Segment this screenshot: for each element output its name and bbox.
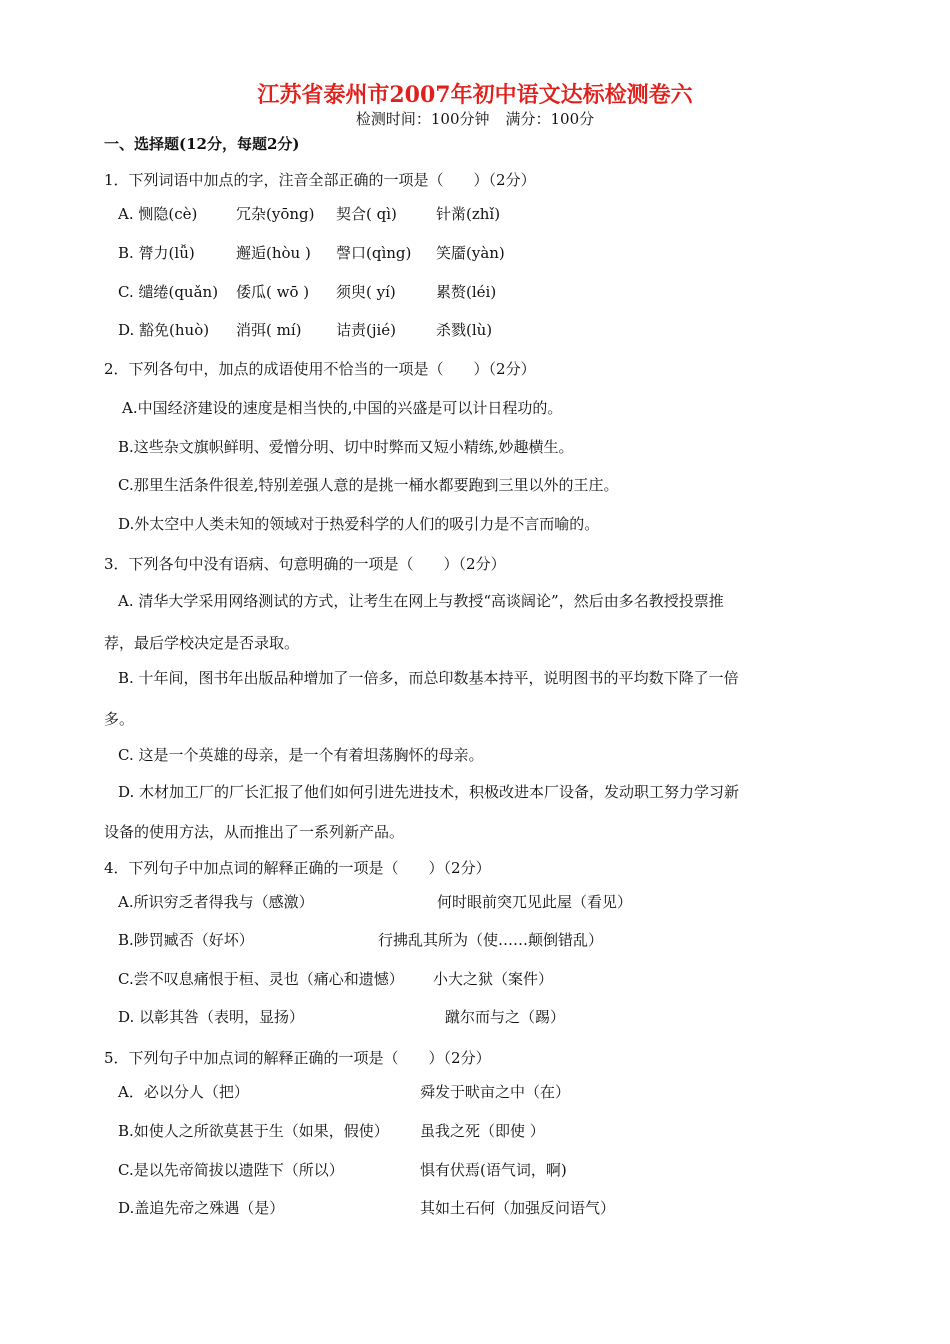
option-right: 惧有伏焉(语气词，啊) [420, 1161, 567, 1179]
option-cell: 诘责(jié) [336, 321, 397, 339]
option-left: B.如使人之所欲莫甚于生（如果，假使） [118, 1122, 389, 1140]
exam-score: 满分：100分 [505, 110, 595, 128]
option-cell: D. 豁免(huò) [118, 321, 210, 339]
question-3-option-b-cont: 多。 [104, 710, 135, 728]
option-left: C.尝不叹息痛恨于桓、灵也（痛心和遗憾） [118, 970, 404, 988]
exam-title: 江苏省泰州市2007年初中语文达标检测卷六 [257, 82, 693, 108]
exam-time: 检测时间：100分钟 [355, 110, 490, 128]
option-left: D. 以彰其咎（表明，显扬） [118, 1008, 305, 1026]
question-5-stem: 5．下列句子中加点词的解释正确的一项是（ ）（2分） [104, 1049, 491, 1067]
question-3-option-d: D. 木材加工厂的厂长汇报了他们如何引进先进技术，积极改进本厂设备，发动职工努力学习新 [118, 783, 740, 801]
question-3-option-c: C. 这是一个英雄的母亲，是一个有着坦荡胸怀的母亲。 [118, 746, 484, 764]
option-right: 蹴尔而与之（踢） [445, 1008, 566, 1026]
question-2-stem: 2．下列各句中，加点的成语使用不恰当的一项是（ ）（2分） [104, 360, 536, 378]
option-cell: 倭瓜( wō ) [236, 283, 310, 301]
question-3-option-d-cont: 设备的使用方法，从而推出了一系列新产品。 [104, 823, 405, 841]
option-cell: B. 膂力(lǚ) [118, 244, 195, 262]
option-cell: A. 恻隐(cè) [118, 205, 198, 223]
option-cell: 笑靥(yàn) [436, 244, 505, 262]
option-cell: 消弭( mí) [236, 321, 302, 339]
option-cell: 须臾( yí) [336, 283, 396, 301]
option-right: 行拂乱其所为（使……颠倒错乱） [378, 931, 604, 949]
question-2-option-c: C.那里生活条件很差,特别差强人意的是挑一桶水都要跑到三里以外的王庄。 [118, 476, 619, 494]
question-3-stem: 3．下列各句中没有语病、句意明确的一项是（ ）（2分） [104, 555, 506, 573]
question-2-option-a: A.中国经济建设的速度是相当快的,中国的兴盛是可以计日程功的。 [122, 399, 563, 417]
option-left: A.所识穷乏者得我与（感激） [118, 893, 314, 911]
option-cell: 謦口(qìng) [336, 244, 412, 262]
option-right: 舜发于畎亩之中（在） [420, 1083, 571, 1101]
section-heading: 一、选择题(12分，每题2分) [104, 135, 300, 153]
question-3-option-a-cont: 荐，最后学校决定是否录取。 [104, 634, 300, 652]
option-cell: 杀戮(lù) [436, 321, 493, 339]
option-right: 虽我之死（即使 ） [420, 1122, 545, 1140]
option-cell: C. 缱绻(quǎn) [118, 283, 219, 301]
option-cell: 契合( qì) [336, 205, 397, 223]
option-cell: 累赘(léi) [436, 283, 497, 301]
option-cell: 邂逅(hòu ) [236, 244, 311, 262]
option-left: D.盖追先帝之殊遇（是） [118, 1199, 285, 1217]
option-cell: 冗杂(yōng) [236, 205, 315, 223]
question-3-option-a: A. 清华大学采用网络测试的方式，让考生在网上与教授“高谈阔论”，然后由多名教授投票推 [118, 592, 724, 610]
exam-subtitle [0, 108, 950, 129]
option-right: 何时眼前突兀见此屋（看见） [437, 893, 633, 911]
option-left: B.陟罚臧否（好坏） [118, 931, 254, 949]
option-right: 其如土石何（加强反问语气） [420, 1199, 616, 1217]
option-left: A．必以分人（把） [118, 1083, 249, 1101]
question-1-stem: 1．下列词语中加点的字，注音全部正确的一项是（ ）（2分） [104, 171, 536, 189]
option-left: C.是以先帝简拔以遗陛下（所以） [118, 1161, 344, 1179]
question-2-option-d: D.外太空中人类未知的领域对于热爱科学的人们的吸引力是不言而喻的。 [118, 515, 600, 533]
option-right: 小大之狱（案件） [433, 970, 554, 988]
question-3-option-b: B. 十年间，图书年出版品种增加了一倍多，而总印数基本持平，说明图书的平均数下降了一倍 [118, 669, 739, 687]
question-2-option-b: B.这些杂文旗帜鲜明、爱憎分明、切中时弊而又短小精练,妙趣横生。 [118, 438, 574, 456]
option-cell: 针黹(zhǐ) [436, 205, 501, 223]
question-4-stem: 4．下列句子中加点词的解释正确的一项是（ ）（2分） [104, 859, 491, 877]
